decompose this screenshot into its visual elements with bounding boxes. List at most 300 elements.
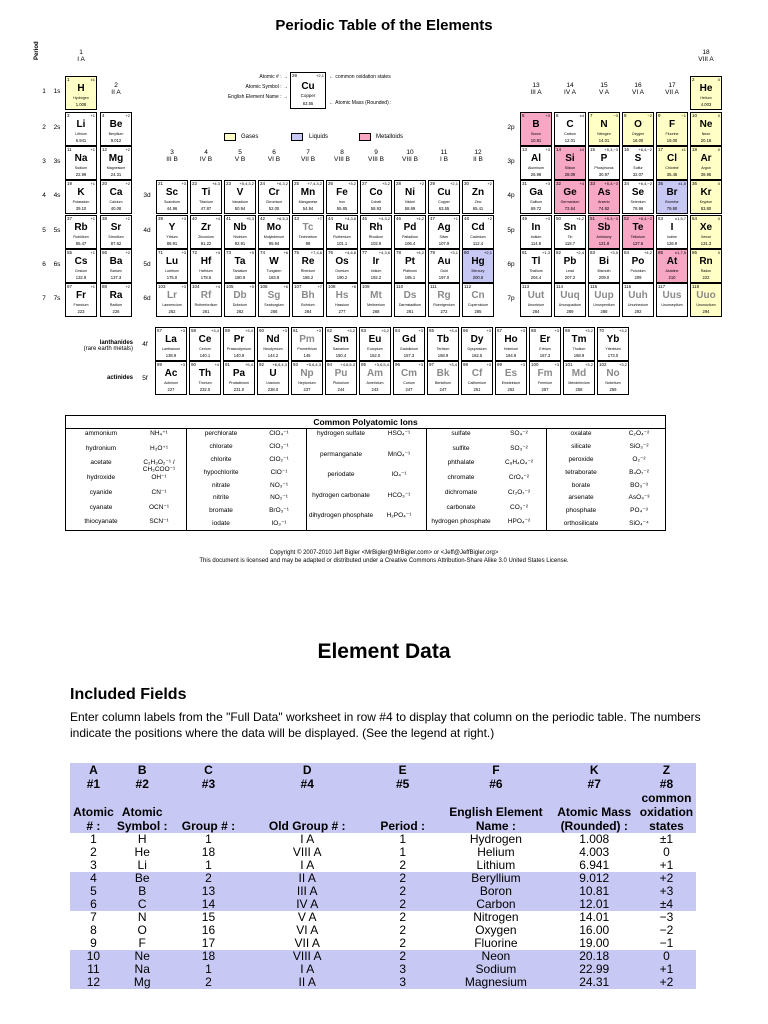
element-number: 33: [590, 181, 596, 186]
element-name: Rutherfordium: [194, 303, 218, 307]
group-roman-7: VII B: [300, 156, 316, 163]
element-name: Dysprosium: [467, 347, 487, 351]
page-title: Periodic Table of the Elements: [275, 17, 493, 34]
element-mass: 209: [634, 275, 642, 280]
table-cell: 17: [201, 936, 216, 950]
element-cell-sg: [258, 283, 290, 317]
element-name: Promethium: [297, 347, 317, 351]
element-mass: 22.99: [75, 172, 87, 177]
table-cell: N: [137, 910, 147, 924]
table-cell: 10.81: [552, 885, 637, 898]
table-cell: 7: [90, 910, 97, 924]
element-name: Strontium: [108, 235, 124, 239]
table-cell: 14.01: [579, 910, 610, 924]
column-position: #4: [249, 777, 365, 791]
element-cell-uuh: [622, 283, 654, 317]
element-cell-lu: [156, 249, 188, 283]
element-symbol: Th: [198, 368, 212, 379]
table-cell: −3: [659, 910, 674, 924]
element-symbol: Po: [631, 256, 645, 267]
element-number: 18: [692, 147, 698, 152]
element-cell-fm: [529, 361, 561, 395]
element-symbol: Tb: [436, 334, 450, 345]
element-number: 109: [362, 284, 370, 289]
element-number: 16: [624, 147, 630, 152]
element-number: 80: [464, 250, 470, 255]
legend-example-number: 29: [292, 73, 298, 78]
element-symbol: Fr: [76, 290, 86, 301]
element-number: 22: [192, 181, 198, 186]
element-symbol: Kr: [700, 187, 712, 198]
element-mass: 162.5: [471, 353, 483, 358]
element-oxidation: −2: [647, 113, 652, 118]
element-mass: 26.98: [530, 172, 542, 177]
table-cell: 15: [201, 910, 216, 924]
element-name: Americium: [366, 381, 384, 385]
element-number: 94: [327, 362, 333, 367]
element-symbol: Cu: [437, 187, 451, 198]
element-name: Lutetium: [165, 269, 179, 273]
element-number: 107: [294, 284, 302, 289]
element-number: 42: [260, 216, 266, 221]
element-symbol: F: [668, 119, 676, 130]
element-mass: 247: [439, 387, 447, 392]
d-shell-label-4d: 4d: [143, 227, 151, 234]
element-cell-cr: [258, 180, 290, 214]
element-oxidation: +1: [90, 113, 95, 118]
element-number: 104: [192, 284, 200, 289]
element-oxidation: +6,3,2: [276, 181, 288, 186]
s-shell-label-3: 3s: [53, 158, 61, 165]
group-roman-8: VIII B: [334, 156, 350, 163]
element-oxidation: +4,3,2: [378, 216, 390, 221]
element-symbol: Os: [335, 256, 349, 267]
element-symbol: Pm: [299, 334, 315, 345]
element-name: Tin: [567, 235, 573, 239]
legend-example-mass: 63.55: [302, 101, 314, 106]
element-symbol: Sb: [597, 222, 611, 233]
column-header: Period :: [365, 791, 440, 833]
element-symbol: Tl: [531, 256, 541, 267]
element-cell-ti: [190, 180, 222, 214]
element-symbol: Cm: [400, 368, 418, 379]
element-number: 100: [531, 362, 539, 367]
group-number-13: 13: [532, 82, 540, 89]
element-number: 11: [67, 147, 72, 152]
element-name: Zinc: [474, 200, 482, 204]
element-cell-li: [65, 112, 97, 146]
group-header-1: [65, 49, 97, 63]
table-cell: 8: [90, 923, 97, 937]
period-label-6: 6: [42, 261, 46, 268]
element-mass: 101.1: [336, 241, 348, 246]
element-number: 19: [67, 181, 73, 186]
element-cell-tb: [427, 327, 459, 361]
element-number: 23: [226, 181, 232, 186]
ion-name: thiocyanate: [84, 518, 118, 526]
element-symbol: Fe: [336, 187, 348, 198]
element-cell-pr: [223, 327, 255, 361]
element-symbol: K: [77, 187, 85, 198]
element-cell-mt: [360, 283, 392, 317]
group-number-2: 2: [114, 82, 118, 89]
element-name: Thallium: [529, 269, 543, 273]
element-oxidation: +3: [554, 328, 559, 333]
table-cell: 9: [90, 936, 97, 950]
element-mass: 40.08: [110, 206, 122, 211]
d-shell-label-3d: 3d: [143, 192, 151, 199]
element-oxidation: +5,4,3,2: [239, 181, 254, 186]
instructions-text: Enter column labels from the "Full Data" worksheet in row #4 to display that column on the periodic table. The numbers indicate the positions where the data will be displayed. (See the legend at right.): [70, 710, 701, 740]
element-number: 77: [362, 250, 368, 255]
element-number: 54: [692, 216, 698, 221]
element-oxidation: +3,2: [382, 181, 390, 186]
element-symbol: V: [236, 187, 244, 198]
element-mass: 58.93: [370, 206, 382, 211]
table-cell: −2: [659, 923, 674, 937]
group-header-11: [428, 149, 460, 163]
element-oxidation: +6,4,−2: [638, 216, 652, 221]
element-mass: 54.94: [302, 206, 314, 211]
element-symbol: Cr: [268, 187, 280, 198]
element-symbol: Cn: [471, 290, 485, 301]
element-number: 8: [624, 113, 627, 118]
element-number: 70: [599, 328, 605, 333]
element-symbol: Bi: [599, 256, 609, 267]
element-mass: 175.0: [166, 275, 178, 280]
table-cell: 1: [399, 832, 407, 846]
element-oxidation: +2: [487, 216, 492, 221]
element-cell-ru: [326, 215, 358, 249]
legend-symbol-label: Atomic Symbol : →: [245, 84, 288, 90]
element-cell-cu: [428, 180, 460, 214]
element-name: Potassium: [72, 200, 90, 204]
element-cell-uup: [588, 283, 620, 317]
element-mass: 144.2: [267, 353, 279, 358]
column-position: #2: [117, 777, 168, 791]
table-cell: III A: [249, 885, 365, 898]
group-roman-13: III A: [530, 89, 542, 96]
element-cell-nb: [224, 215, 256, 249]
element-mass: 294: [702, 309, 710, 314]
element-name: Praseodymium: [227, 347, 251, 351]
element-cell-bi: [588, 249, 620, 283]
element-number: 12: [102, 147, 108, 152]
element-cell-au: [428, 249, 460, 283]
element-name: Terbium: [436, 347, 450, 351]
element-symbol: Sc: [165, 187, 179, 198]
element-cell-v: [224, 180, 256, 214]
group-roman-1: I A: [77, 56, 85, 63]
ion-formula: IO₄⁻¹: [391, 471, 407, 479]
element-cell-b: [520, 112, 552, 146]
element-mass: 16.00: [632, 138, 644, 143]
ion-name: phthalate: [447, 459, 475, 467]
element-name: Polonium: [630, 269, 646, 273]
element-name: Cobalt: [370, 200, 382, 204]
group-roman-2: II A: [111, 89, 121, 96]
element-symbol: Bh: [301, 290, 315, 301]
element-symbol: Lr: [167, 290, 177, 301]
element-mass: 28.09: [564, 172, 576, 177]
element-symbol: Ag: [437, 222, 451, 233]
element-oxidation: +3: [180, 362, 185, 367]
element-symbol: Dy: [470, 334, 484, 345]
element-number: 26: [328, 181, 334, 186]
element-name: Darmstadtium: [398, 303, 422, 307]
element-mass: 204.4: [530, 275, 542, 280]
element-symbol: Mg: [108, 153, 124, 164]
f-shell-label-4f: 4f: [142, 341, 148, 348]
element-cell-ni: [394, 180, 426, 214]
element-name: Barium: [110, 269, 122, 273]
element-symbol: Ba: [109, 256, 123, 267]
element-number: 7: [590, 113, 593, 118]
element-mass: 168.9: [573, 353, 585, 358]
element-oxidation: +6,5,3: [276, 216, 288, 221]
element-number: 37: [67, 216, 73, 221]
element-symbol: Li: [76, 119, 86, 130]
table-cell: 0: [663, 845, 670, 859]
table-cell: 3: [365, 976, 440, 989]
element-number: 6: [556, 113, 559, 118]
table-cell: B: [117, 885, 168, 898]
element-mass: 272: [440, 309, 448, 314]
element-name: Xenon: [700, 235, 712, 239]
column-position: #5: [365, 777, 440, 791]
element-oxidation: +3: [520, 328, 525, 333]
element-symbol: Sg: [267, 290, 281, 301]
column-position: #7: [552, 777, 637, 791]
element-name: Bohrium: [301, 303, 315, 307]
element-oxidation: +3: [554, 362, 559, 367]
group-number-18: 18: [702, 49, 710, 56]
element-name: Zirconium: [198, 235, 214, 239]
ion-formula: AsO₄⁻³: [628, 494, 650, 502]
ion-name: iodate: [212, 520, 230, 528]
element-cell-rb: [65, 215, 97, 249]
element-name: Hydrogen: [73, 96, 89, 100]
group-roman-11: I B: [440, 156, 448, 163]
p-shell-label-2p: 2p: [507, 124, 515, 131]
element-number: 10: [692, 113, 698, 118]
table-cell: II A: [249, 976, 365, 989]
element-mass: 14.01: [598, 138, 610, 143]
element-number: 49: [522, 216, 528, 221]
element-mass: 180.9: [234, 275, 246, 280]
element-symbol: I: [670, 222, 674, 233]
element-symbol: Uuo: [696, 290, 716, 301]
element-cell-ta: [224, 249, 256, 283]
element-name: Thorium: [198, 381, 212, 385]
ion-name: nitrate: [211, 481, 231, 489]
ions-column-divider: [306, 428, 307, 531]
ions-column-divider: [546, 428, 547, 531]
element-mass: 39.95: [700, 172, 712, 177]
table-row: [70, 976, 696, 989]
column-letter: B: [117, 763, 168, 777]
element-number: 98: [463, 362, 469, 367]
group-number-6: 6: [272, 149, 276, 156]
element-cell-in: [520, 215, 552, 249]
element-mass: 39.10: [75, 206, 87, 211]
element-cell-rf: [190, 283, 222, 317]
element-cell-sr: [100, 215, 132, 249]
element-name: Meitnerium: [367, 303, 385, 307]
element-cell-ne: [690, 112, 722, 146]
ion-formula: NO₃⁻¹: [270, 481, 288, 489]
element-cell-os: [326, 249, 358, 283]
element-name: Francium: [73, 303, 89, 307]
column-header: common oxidation states: [637, 791, 696, 833]
element-oxidation: +3,1: [450, 250, 458, 255]
element-oxidation: +2,1: [450, 181, 458, 186]
element-name: Astatine: [665, 269, 679, 273]
element-symbol: C: [566, 119, 574, 130]
table-cell: 3: [365, 963, 440, 976]
included-fields-heading: Included Fields: [70, 686, 187, 703]
element-oxidation: +5,6,4,3: [306, 362, 321, 367]
element-cell-pt: [394, 249, 426, 283]
table-cell: 13: [168, 885, 250, 898]
table-cell: 3: [90, 858, 97, 872]
element-name: Silicon: [564, 166, 576, 170]
ion-formula: MnO₄⁻¹: [387, 450, 411, 458]
element-mass: 173.0: [607, 353, 619, 358]
legend-atomic-number-label: Atomic # : →: [259, 74, 288, 80]
ion-formula: SiO₃⁻²: [629, 442, 649, 450]
element-mass: 131.3: [700, 241, 712, 246]
field-table-positions-row: [70, 777, 696, 791]
element-oxidation: +2: [487, 181, 492, 186]
element-number: 60: [259, 328, 265, 333]
ion-formula: B₄O₇⁻²: [629, 468, 649, 476]
group-number-7: 7: [306, 149, 310, 156]
table-cell: Helium: [477, 845, 515, 859]
element-oxidation: +3: [282, 328, 287, 333]
column-header: Atomic Mass (Rounded) :: [552, 791, 637, 833]
element-name: Erbium: [539, 347, 551, 351]
element-mass: 127.6: [632, 241, 644, 246]
element-number: 59: [225, 328, 231, 333]
element-cell-po: [622, 249, 654, 283]
element-cell-no: [597, 361, 629, 395]
element-number: 61: [293, 328, 299, 333]
element-mass: 78.96: [632, 206, 644, 211]
element-mass: 158.9: [437, 353, 449, 358]
element-cell-ds: [394, 283, 426, 317]
table-cell: 12: [70, 976, 117, 989]
element-symbol: Ds: [403, 290, 417, 301]
table-cell: 1: [205, 858, 212, 872]
element-oxidation: 0: [717, 77, 720, 82]
element-oxidation: +7,4,3,2: [307, 181, 322, 186]
table-cell: I A: [300, 858, 315, 872]
group-header-6: [258, 149, 290, 163]
element-oxidation: +3: [545, 147, 550, 152]
element-mass: 192.2: [370, 275, 382, 280]
element-name: Palladium: [402, 235, 418, 239]
ion-name: cyanate: [89, 503, 113, 511]
element-cell-ga: [520, 180, 552, 214]
element-name: Cerium: [199, 347, 211, 351]
element-cell-uuo: [690, 283, 722, 317]
element-number: 75: [294, 250, 300, 255]
element-oxidation: +6,4,−2: [638, 181, 652, 186]
column-header: Old Group # :: [249, 791, 365, 833]
element-symbol: Uup: [594, 290, 614, 301]
element-oxidation: +7: [317, 216, 322, 221]
element-name: Hassium: [335, 303, 349, 307]
element-mass: 258: [575, 387, 583, 392]
group-number-15: 15: [600, 82, 608, 89]
element-number: 112: [464, 284, 472, 289]
element-symbol: Rb: [74, 222, 88, 233]
ion-name: acetate: [90, 459, 112, 467]
element-number: 76: [328, 250, 334, 255]
period-label-3: 3: [42, 158, 46, 165]
ion-formula: NH₄⁺¹: [150, 430, 168, 437]
element-name: Cadmium: [470, 235, 486, 239]
table-cell: C: [117, 898, 168, 911]
table-cell: Oxygen: [475, 923, 517, 937]
table-cell: 5: [70, 885, 117, 898]
table-cell: 16: [201, 923, 216, 937]
ion-formula: NO₂⁻¹: [270, 494, 288, 502]
group-header-16: [622, 82, 654, 96]
period-header: Period: [34, 41, 40, 60]
element-cell-na: [65, 146, 97, 180]
element-name: Lanthanum: [162, 347, 180, 351]
element-number: 43: [294, 216, 300, 221]
element-mass: 209.0: [598, 275, 610, 280]
element-cell-np: [291, 361, 323, 395]
element-symbol: Cd: [471, 222, 485, 233]
element-cell-h: [65, 76, 97, 110]
f-shell-label-5f: 5f: [142, 375, 148, 382]
element-name: Iridium: [370, 269, 382, 273]
element-mass: 238.0: [267, 387, 279, 392]
element-mass: 251: [473, 387, 481, 392]
element-oxidation: ±1,7,5: [674, 250, 686, 255]
element-cell-rn: [690, 249, 722, 283]
element-cell-s: [622, 146, 654, 180]
element-symbol: Ho: [504, 334, 518, 345]
element-number: 32: [556, 181, 562, 186]
element-number: 50: [556, 216, 562, 221]
element-oxidation: +3: [545, 113, 550, 118]
table-cell: 2: [365, 885, 440, 898]
element-cell-ho: [495, 327, 527, 361]
gas-legend-label: Gases: [241, 134, 259, 140]
element-cell-eu: [359, 327, 391, 361]
column-letter: C: [168, 763, 250, 777]
element-oxidation: 0: [717, 216, 720, 221]
element-mass: 95.94: [268, 241, 280, 246]
table-cell: 4: [70, 872, 117, 885]
element-symbol: Md: [571, 368, 587, 379]
element-cell-ir: [360, 249, 392, 283]
element-symbol: Db: [233, 290, 247, 301]
ion-formula: CO₃⁻²: [510, 503, 528, 511]
element-symbol: Mo: [266, 222, 282, 233]
element-symbol: Na: [74, 153, 88, 164]
lanthanides-note: (rare earth metals): [83, 346, 133, 352]
element-mass: 262: [168, 309, 176, 314]
element-mass: 266: [270, 309, 278, 314]
ion-formula: CN⁻¹: [151, 488, 167, 496]
element-name: Silver: [439, 235, 449, 239]
